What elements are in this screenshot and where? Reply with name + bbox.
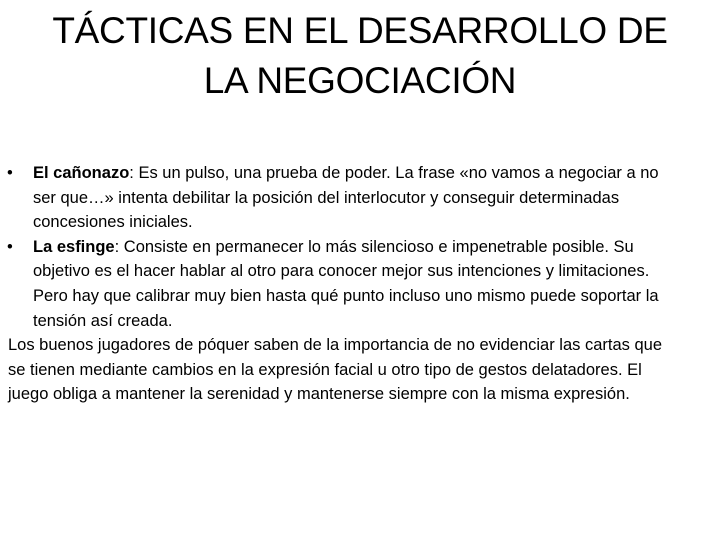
bullet-term: El cañonazo xyxy=(33,164,130,182)
body-paragraph: Los buenos jugadores de póquer saben de la importancia de no evidenciar las cartas que se tienen mediante cambios en la expresión facial u otro tipo de gestos delatadores. El juego obliga a mantener la serenidad y mantenerse siempre con la misma expresión. xyxy=(8,336,663,404)
slide-body xyxy=(8,161,668,407)
bullet-item-canonazo xyxy=(8,161,668,235)
bullet-marker: • xyxy=(7,164,13,182)
slide-title xyxy=(40,6,680,106)
bullet-text: : Consiste en permanecer lo más silencioso e impenetrable posible. Su objetivo es el hacer hablar al otro para conocer mejor sus intenciones y limitaciones. Pero hay que calibrar muy bien hasta qué punto incluso uno mismo puede soportar la tensión así creada. xyxy=(33,237,659,330)
bullet-term: La esfinge xyxy=(33,237,115,256)
bullet-marker: • xyxy=(7,237,13,256)
bullet-text: : Es un pulso, una prueba de poder. La frase «no vamos a negociar a no ser que…» intenta debilitar la posición del interlocutor y conseguir determinadas concesiones iniciales. xyxy=(33,164,659,232)
slide-title-line-2: LA NEGOCIACIÓN xyxy=(203,60,517,101)
bullet-item-esfinge xyxy=(8,235,668,333)
slide-title-line-1: TÁCTICAS EN EL DESARROLLO DE xyxy=(52,10,668,51)
